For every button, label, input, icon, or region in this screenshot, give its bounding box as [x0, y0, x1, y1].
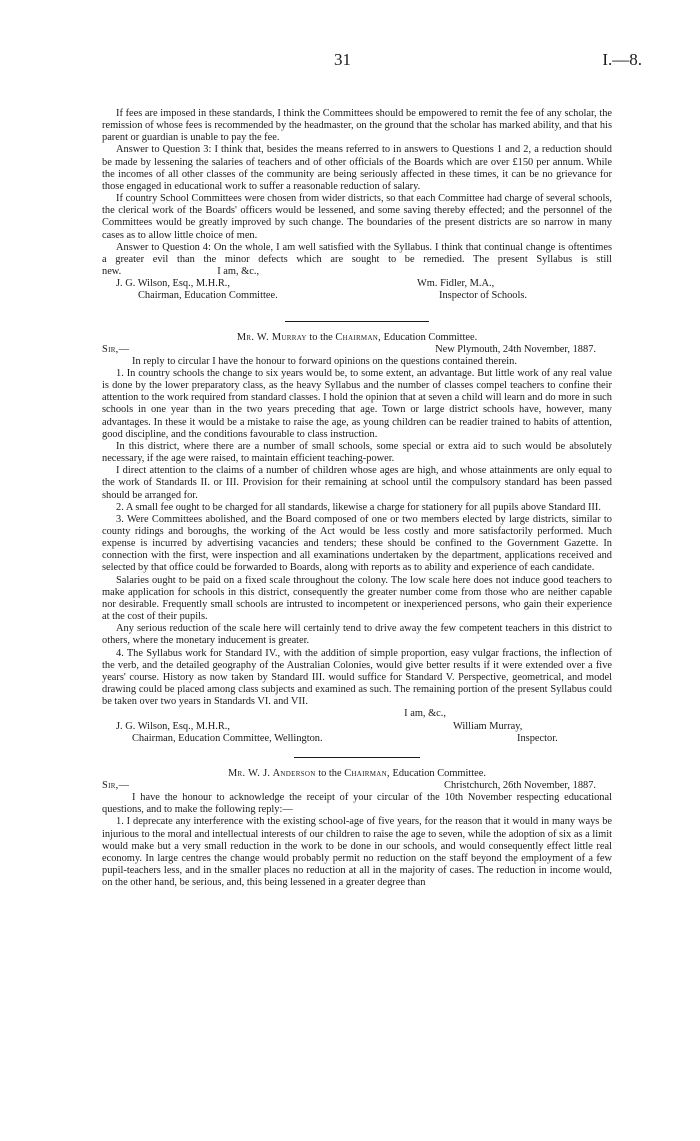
- heading-to: Chairman,: [335, 331, 382, 343]
- letter-anderson: [102, 768, 612, 890]
- signer-name: William Murray,: [453, 720, 523, 732]
- paragraph: If fees are imposed in these standards, I think the Committees should be empowered to remit the fee of any scholar, the remission of whose fees is recommended by the headmaster, on the ground that the scholar has marked ability, and that his parent or guardian is unable to pay the fee.: [102, 108, 612, 144]
- paragraph: Any serious reduction of the scale here will certainly tend to drive away the few competent teachers in this district to others, where the monetary inducement is greater.: [102, 623, 612, 647]
- closing: I am, &c.,: [217, 266, 260, 278]
- document-body: [102, 108, 612, 889]
- paragraph: I direct attention to the claims of a number of children whose ages are high, and whose attainments are only equal to the work of Standards II. or III. Provision for their remaining at school until the compulsory standard has been passed should be arranged for.: [102, 465, 612, 501]
- salutation-line: [102, 780, 612, 792]
- page-number: 31: [334, 50, 351, 69]
- document-reference: I.—8.: [602, 50, 642, 69]
- section-divider: [294, 757, 420, 758]
- paragraph: 1. I deprecate any interference with the existing school-age of five years, for the reason that it would in many ways be injurious to the moral and intellectual interests of our children to raise the age to seven, while the adoption of six as a limit would make but a very small reduction in the work to be done in our schools, and would consequently effect little real economy. In large centres the change would probably permit no reduction on the staff beyond the employment of a few pupil-teachers less, and in the smaller places no reduction at all in the majority of cases. The reduction in income would, on the other hand, be serious, and, this being lessened in a greater degree than: [102, 816, 612, 889]
- salutation-line: [102, 344, 612, 356]
- heading-mid: to the: [318, 767, 342, 779]
- place-date: New Plymouth, 24th November, 1887.: [435, 343, 596, 355]
- paragraph: I have the honour to acknowledge the receipt of your circular of the 10th November respecting educational questions, and to make the following reply:—: [102, 792, 612, 816]
- heading-from: Mr. W. Murray: [236, 331, 307, 343]
- letter-heading: [102, 768, 612, 780]
- paragraph: 4. The Syllabus work for Standard IV., with the addition of simple proportion, easy vulgar fractions, the inflection of the verb, and the detailed geography of the Australian Colonies, would give better results if it were extended over a five years' course. History as now taken by Standard III. would suffice for Standard V. Perspective, geometrical, and model drawing could be placed among class subjects and examined as such. The remaining portion of the present Syllabus could be taken over two years in Standards VI. and VII.: [102, 647, 612, 708]
- heading-tail: Education Committee.: [383, 331, 478, 343]
- signer-title: Inspector of Schools.: [439, 290, 528, 302]
- heading-to: Chairman,: [344, 767, 390, 779]
- addressee-name: J. G. Wilson, Esq., M.H.R.,: [116, 720, 230, 732]
- paragraph: In reply to circular I have the honour to forward opinions on the questions contained therein.: [132, 355, 517, 367]
- section-divider: [285, 321, 429, 322]
- closing: I am, &c.,: [404, 708, 446, 720]
- letter-fidler: [102, 108, 612, 303]
- salutation: Sir,—: [102, 343, 130, 355]
- signer-title: Inspector.: [517, 732, 558, 744]
- place-date: Christchurch, 26th November, 1887.: [444, 779, 596, 791]
- paragraph: 1. In country schools the change to six years would be, to some extent, an advantage. But little work of any real value is done by the lower preparatory class, as the heavy Syllabus and the number of classes compel teachers to confine their attention to the work required from standard classes. I hold the opinion that at seven a child will learn and do more in such schools in one year than in the two years preceding that age. Town or large district schools have, however, many advantages. In these it would be a mistake to raise the age, as young children can be readier trained to habits of attention, good discipline, and the conditions favourable to class instruction.: [102, 367, 612, 440]
- signature-block: [102, 721, 612, 745]
- signature-block: [102, 278, 612, 302]
- addressee-title: Chairman, Education Committee, Wellington.: [132, 732, 323, 744]
- paragraph: Salaries ought to be paid on a fixed scale throughout the colony. The low scale here does not induce good teachers to make application for schools in this district, consequently the greater number come from those who are neither capable nor desirable. Frequently small schools are intrusted to incompetent or inexperienced persons, who gain their experience at the cost of their pupils.: [102, 574, 612, 623]
- salutation: Sir,—: [102, 779, 130, 791]
- paragraph: 2. A small fee ought to be charged for all standards, likewise a charge for stationery for all pupils above Standard III.: [116, 501, 601, 513]
- heading-mid: to the: [309, 331, 333, 343]
- heading-tail: Education Committee.: [392, 767, 486, 779]
- signer-name: Wm. Fidler, M.A.,: [417, 278, 495, 290]
- heading-from: Mr. W. J. Anderson: [228, 767, 316, 779]
- letter-murray: [102, 332, 612, 745]
- paragraph: In this district, where there are a number of small schools, some special or extra aid to such would be absolutely necessary, if the age were raised, to maintain efficient teaching-power.: [102, 440, 612, 465]
- letter-heading: [102, 332, 612, 344]
- page-header: [0, 50, 700, 70]
- addressee-title: Chairman, Education Committee.: [138, 290, 278, 302]
- paragraph: If country School Committees were chosen from wider districts, so that each Committee had charge of several schools, the clerical work of the Boards' officers would be lessened, and some saving thereby effected; and the personnel of the Committees would be greatly improved by such change. The boundaries of the present districts are so narrow in many cases as to allow little choice of men.: [102, 193, 612, 241]
- paragraph: Answer to Question 4: On the whole, I am well satisfied with the Syllabus. I think that continual change is oftentimes a greater evil than the minor defects which are sought to be remedied. The present Syllabus is still new. I am, &c.,: [102, 241, 612, 278]
- addressee-name: J. G. Wilson, Esq., M.H.R.,: [116, 278, 230, 290]
- paragraph: Answer to Question 3: I think that, besides the means referred to in answers to Questions 1 and 2, a reduction should be made by lessening the salaries of teachers and of other officials of the Boards which are over £150 per annum. While the incomes of all other classes of the community are being seriously affected in these times, it can be no grievance for those engaged in educational work to suffer a reasonable reduction of salary.: [102, 144, 612, 192]
- paragraph: 3. Were Committees abolished, and the Board composed of one or two members elected by large districts, similar to county ridings and boroughs, the working of the Act would be less costly and more satisfactorily performed. Much expense is incurred by advertising vacancies and tenders; these should be confined to the Government Gazette. In connection with the first, were inspection and all examinations undertaken by the department, applications received and selected by that office could be forwarded to Boards, along with reports as to ability and experience of each candidate.: [102, 513, 612, 574]
